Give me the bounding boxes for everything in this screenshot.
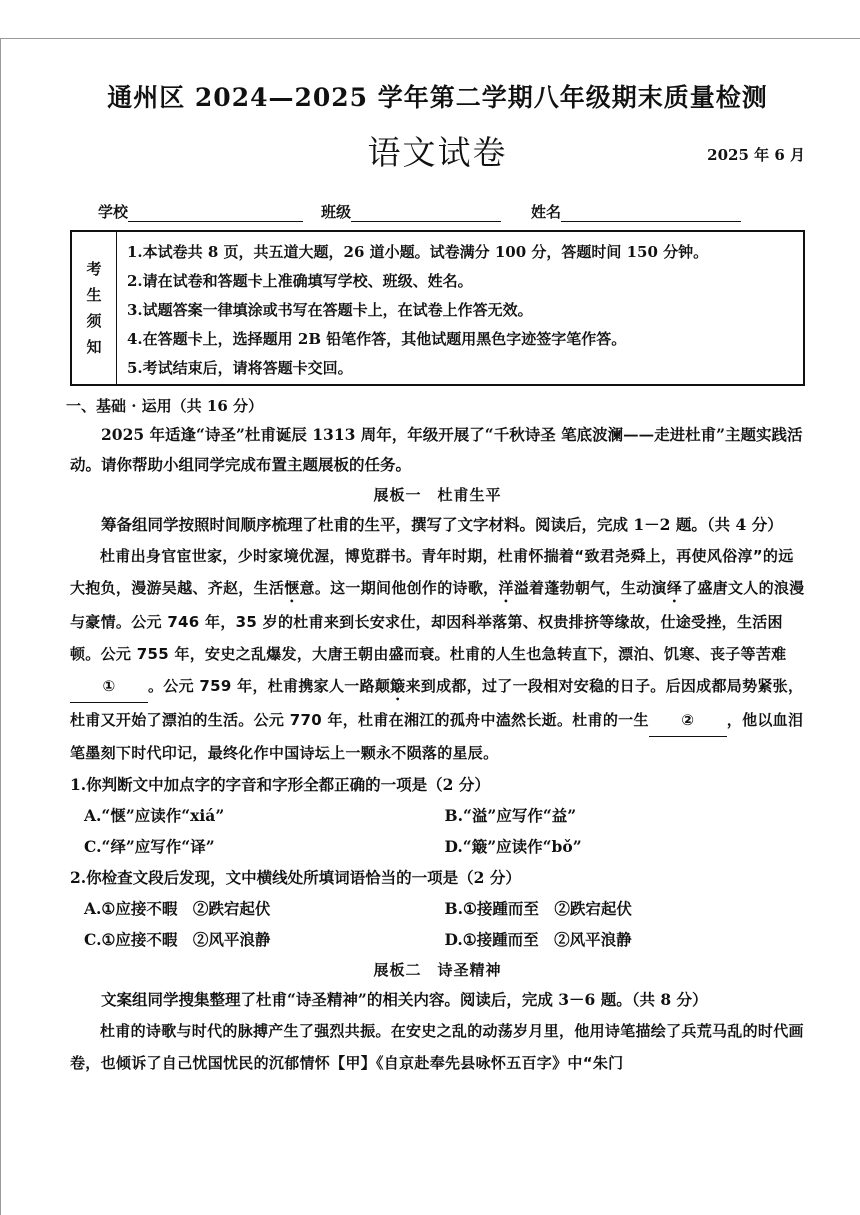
page-left-border [0,38,1,1215]
question-2-option-b[interactable]: B.①接踵而至 ②跌宕起伏 [444,899,632,918]
student-info-fields [70,196,805,222]
fill-blank-1[interactable]: ① [70,670,148,703]
question-2-option-a[interactable]: A.①应接不暇 ②跌宕起伏 [84,899,271,918]
notice-label-char: 生 [86,286,102,304]
question-2-stem: 2.你检查文段后发现，文中横线处所填词语恰当的一项是（2 分） [70,868,521,887]
exam-page [66,80,805,1079]
question-1-option-b[interactable]: B.“溢”应写作“益” [444,806,577,825]
class-input-line[interactable] [351,203,501,222]
exam-notice-box [70,230,805,386]
dotted-char: 洋 [498,579,514,597]
class-field[interactable] [321,201,501,222]
passage-text: 意。这一期间他创作的诗歌， [299,579,499,597]
school-label: 学校 [98,203,129,221]
exam-subtitle: 语文试卷 [367,133,508,172]
fill-blank-2[interactable]: ② [649,704,727,737]
dotted-char: 绎 [666,579,683,597]
notice-item: 1.本试卷共 8 页，共五道大题，26 道小题。试卷满分 100 分，答题时间 150 分钟。 [127,243,709,261]
question-1-option-c[interactable]: C.“绎”应写作“译” [84,837,215,856]
passage-text: 来到成都，过了一段相对安稳的日子。后因成都局势紧张，杜甫又开始了漂泊的生活。公元 770 年，杜甫在湘江的孤舟中溘然长逝。杜甫的一生 [70,677,804,729]
name-label: 姓名 [531,203,562,221]
board1-label: 展板一 [373,486,422,504]
board2-label: 展板二 [373,961,422,979]
board1-heading [70,480,805,510]
name-field[interactable] [531,201,741,222]
name-input-line[interactable] [561,203,741,222]
passage-text: 。公元 759 年，杜甫携家人一路颠 [148,677,391,695]
notice-label [72,232,117,384]
question-1-option-d[interactable]: D.“簸”应读作“bǒ” [444,837,582,856]
question-1-options [70,800,805,862]
question-1-stem: 1.你判断文中加点字的字音和字形全都正确的一项是（2 分） [70,775,490,794]
passage-text: 杜甫出身官宦世家，少时家境优渥，博览群书。青年时期，杜甫怀揣着“致君尧舜上，再使风俗淳”的远大抱负，漫游吴越、齐赵，生活 [70,547,794,597]
passage-text: 溢着蓬勃朝气，生动演 [513,579,667,597]
board2-intro: 文案组同学搜集整理了杜甫“诗圣精神”的相关内容。阅读后，完成 3－6 题。（共 8 分） [101,990,708,1009]
board1-intro: 筹备组同学按照时间顺序梳理了杜甫的生平，撰写了文字材料。阅读后，完成 1－2 题。（共 4 分） [101,515,783,534]
board1-name: 杜甫生平 [437,486,502,504]
dotted-char: 惬 [284,579,300,597]
section-title: 一、基础 · 运用（共 16 分） [66,397,263,415]
question-2-option-d[interactable]: D.①接踵而至 ②风平浪静 [444,930,632,949]
passage-text: 了盛唐文人的浪漫与豪情。公元 746 年，35 岁的杜甫来到长安求仕，却因科举落第、权贵排挤等缘故，仕途受挫，生活困顿。公元 755 年，安史之乱爆发，大唐王朝由盛而衰。杜甫的人生也急转直下，漂泊、饥寒、丧子等苦难 [70,579,805,663]
board2-heading [70,955,805,985]
passage-text: ，他以血泪笔墨刻下时代印记，最终化作中国诗坛上一颗永不陨落的星辰。 [70,711,804,762]
question-1-option-a[interactable]: A.“惬”应读作“xiá” [84,806,225,825]
notice-item: 2.请在试卷和答题卡上准确填写学校、班级、姓名。 [127,272,473,290]
page-top-border [0,38,860,39]
question-2-option-c[interactable]: C.①应接不暇 ②风平浪静 [84,930,271,949]
notice-items [117,232,718,384]
notice-label-char: 须 [86,312,102,330]
board2-name: 诗圣精神 [437,961,502,979]
dotted-char: 簸 [390,677,406,695]
class-label: 班级 [321,203,352,221]
school-input-line[interactable] [128,203,303,222]
exam-date: 2025 年 6 月 [707,146,805,164]
subtitle-row [70,128,805,180]
notice-label-char: 知 [86,338,102,356]
exam-title: 通州区 2024—2025 学年第二学期八年级期末质量检测 [107,83,768,112]
notice-label-char: 考 [86,260,102,278]
question-2-options [70,893,805,955]
spirit-passage: 杜甫的诗歌与时代的脉搏产生了强烈共振。在安史之乱的动荡岁月里，他用诗笔描绘了兵荒马乱的时代画卷，也倾诉了自己忧国忧民的沉郁情怀【甲】《自京赴奉先县咏怀五百字》中“朱门 [70,1022,804,1072]
school-field[interactable] [98,201,303,222]
biography-passage [70,540,805,769]
section-intro: 2025 年适逢“诗圣”杜甫诞辰 1313 周年，年级开展了“千秋诗圣 笔底波澜——走进杜甫”主题实践活动。请你帮助小组同学完成布置主题展板的任务。 [70,425,803,474]
notice-item: 4.在答题卡上，选择题用 2B 铅笔作答，其他试题用黑色字迹签字笔作答。 [127,330,627,348]
notice-item: 5.考试结束后，请将答题卡交回。 [127,359,353,377]
notice-item: 3.试题答案一律填涂或书写在答题卡上，在试卷上作答无效。 [127,301,533,319]
